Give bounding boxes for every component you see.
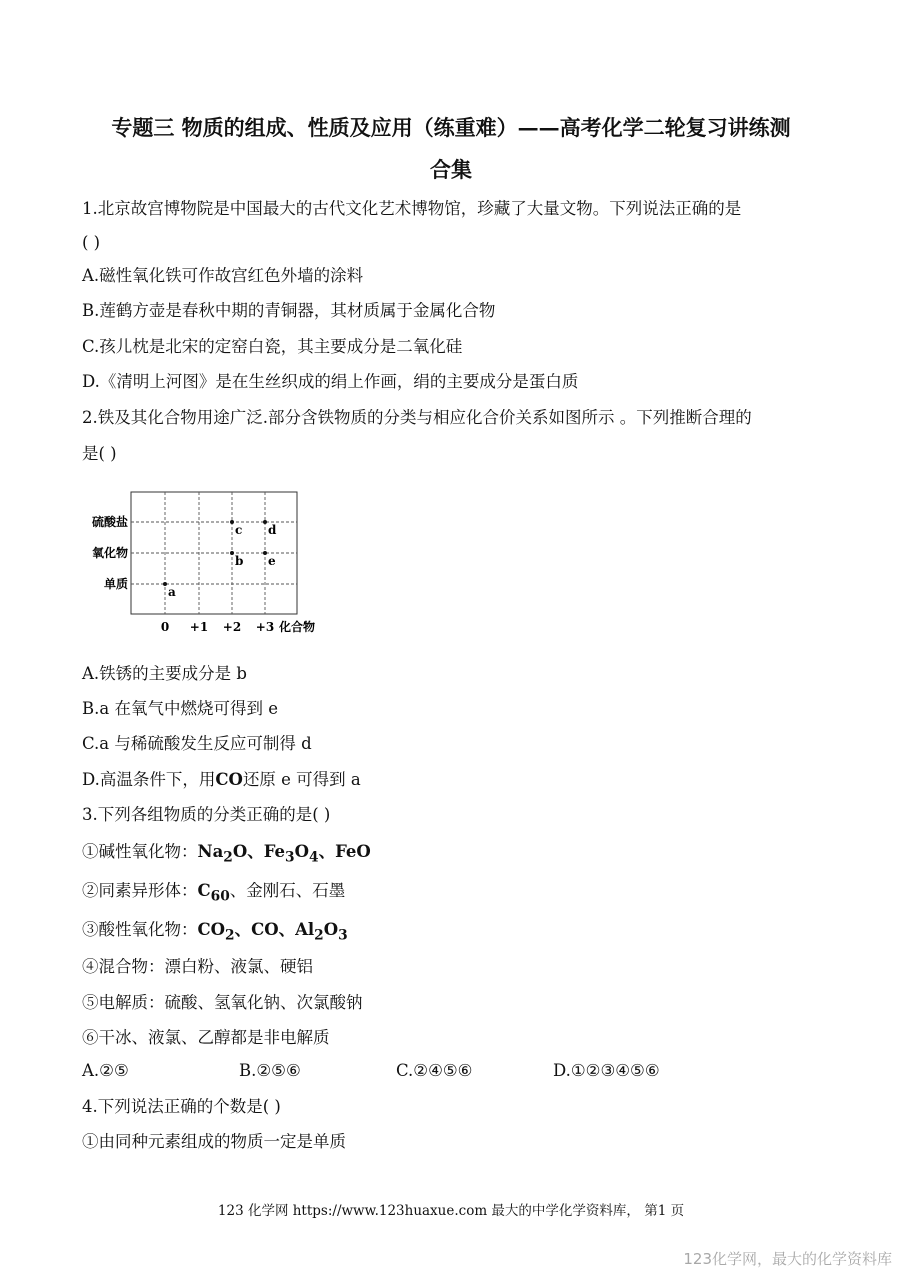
point-b	[230, 551, 234, 555]
q3-option-c: C.②④⑤⑥	[396, 1061, 473, 1080]
q1-stem-bracket: ( )	[82, 233, 101, 252]
q3-option-d: D.①②③④⑤⑥	[553, 1061, 660, 1080]
point-d	[263, 520, 267, 524]
point-c	[230, 520, 234, 524]
x-label-plus1: +1	[189, 620, 209, 634]
point-e	[263, 551, 267, 555]
co-formula: CO	[215, 770, 243, 789]
x-axis-label: 化合物	[279, 620, 316, 634]
q2-option-a: A.铁锈的主要成分是 b	[82, 664, 247, 683]
q1-stem: 1.北京故宫博物院是中国最大的古代文化艺术博物馆，珍藏了大量文物。下列说法正确的是	[82, 199, 742, 218]
point-a	[163, 582, 167, 586]
point-label-d: d	[268, 523, 277, 537]
x-label-plus3: +3	[255, 620, 275, 634]
q2-option-b: B.a 在氧气中燃烧可得到 e	[82, 699, 278, 718]
q2-stem-bracket: 是( )	[82, 444, 117, 463]
q3-stem: 3.下列各组物质的分类正确的是( )	[82, 805, 331, 824]
q3-options	[82, 1061, 802, 1083]
x-label-0: 0	[160, 620, 170, 634]
q3-item-3: ③酸性氧化物：$CO_2$、CO、$Al_2O_3$	[82, 920, 348, 944]
y-label-sulfate: 硫酸盐	[91, 515, 128, 529]
q3-item-5: ⑤电解质：硫酸、氢氧化钠、次氯酸钠	[82, 993, 363, 1012]
q2-stem: 2.铁及其化合物用途广泛.部分含铁物质的分类与相应化合价关系如图所示 。下列推断合理的	[82, 408, 752, 427]
q3-option-a: A.②⑤	[82, 1061, 129, 1080]
point-label-c: c	[235, 523, 243, 537]
x-label-plus2: +2	[222, 620, 242, 634]
q1-option-c: C.孩儿枕是北宋的定窑白瓷，其主要成分是二氧化硅	[82, 337, 463, 356]
c60-formula: $C_{60}$	[197, 881, 230, 905]
iron-valence-diagram	[80, 486, 340, 636]
point-label-a: a	[168, 585, 176, 599]
q3-item-6: ⑥干冰、液氯、乙醇都是非电解质	[82, 1028, 330, 1047]
acidic-oxides-formulas: $CO_2$、CO、$Al_2O_3$	[197, 920, 348, 944]
y-label-element: 单质	[103, 577, 128, 591]
q1-option-a: A.磁性氧化铁可作故宫红色外墙的涂料	[82, 266, 364, 285]
q3-option-b: B.②⑤⑥	[239, 1061, 301, 1080]
basic-oxides-formulas: $Na_2O$、$Fe_3O_4$、FeO	[197, 842, 371, 866]
q3-item-4: ④混合物：漂白粉、液氯、硬铝	[82, 957, 313, 976]
q2-option-c: C.a 与稀硫酸发生反应可制得 d	[82, 734, 312, 753]
q4-item-1: ①由同种元素组成的物质一定是单质	[82, 1132, 346, 1151]
page-footer: 123 化学网 https://www.123huaxue.com 最大的中学化学资料库， 第1 页	[217, 1203, 685, 1219]
q1-option-b: B.莲鹤方壶是春秋中期的青铜器，其材质属于金属化合物	[82, 301, 496, 320]
q2-option-d: D.高温条件下，用CO还原 e 可得到 a	[82, 770, 361, 789]
point-label-b: b	[235, 554, 244, 568]
document-title-line1: 专题三 物质的组成、性质及应用（练重难）——高考化学二轮复习讲练测	[111, 115, 791, 140]
q3-item-2: ②同素异形体：$C_{60}$、金刚石、石墨	[82, 881, 346, 905]
watermark: 123化学网，最大的化学资料库	[683, 1250, 892, 1268]
q3-item-1: ①碱性氧化物：$Na_2O$、$Fe_3O_4$、FeO	[82, 842, 371, 866]
point-label-e: e	[268, 554, 276, 568]
y-label-oxide: 氧化物	[91, 546, 128, 560]
q4-stem: 4.下列说法正确的个数是( )	[82, 1097, 281, 1116]
q1-option-d: D.《清明上河图》是在生丝织成的绢上作画，绢的主要成分是蛋白质	[82, 372, 579, 391]
document-title-line2: 合集	[430, 157, 472, 182]
